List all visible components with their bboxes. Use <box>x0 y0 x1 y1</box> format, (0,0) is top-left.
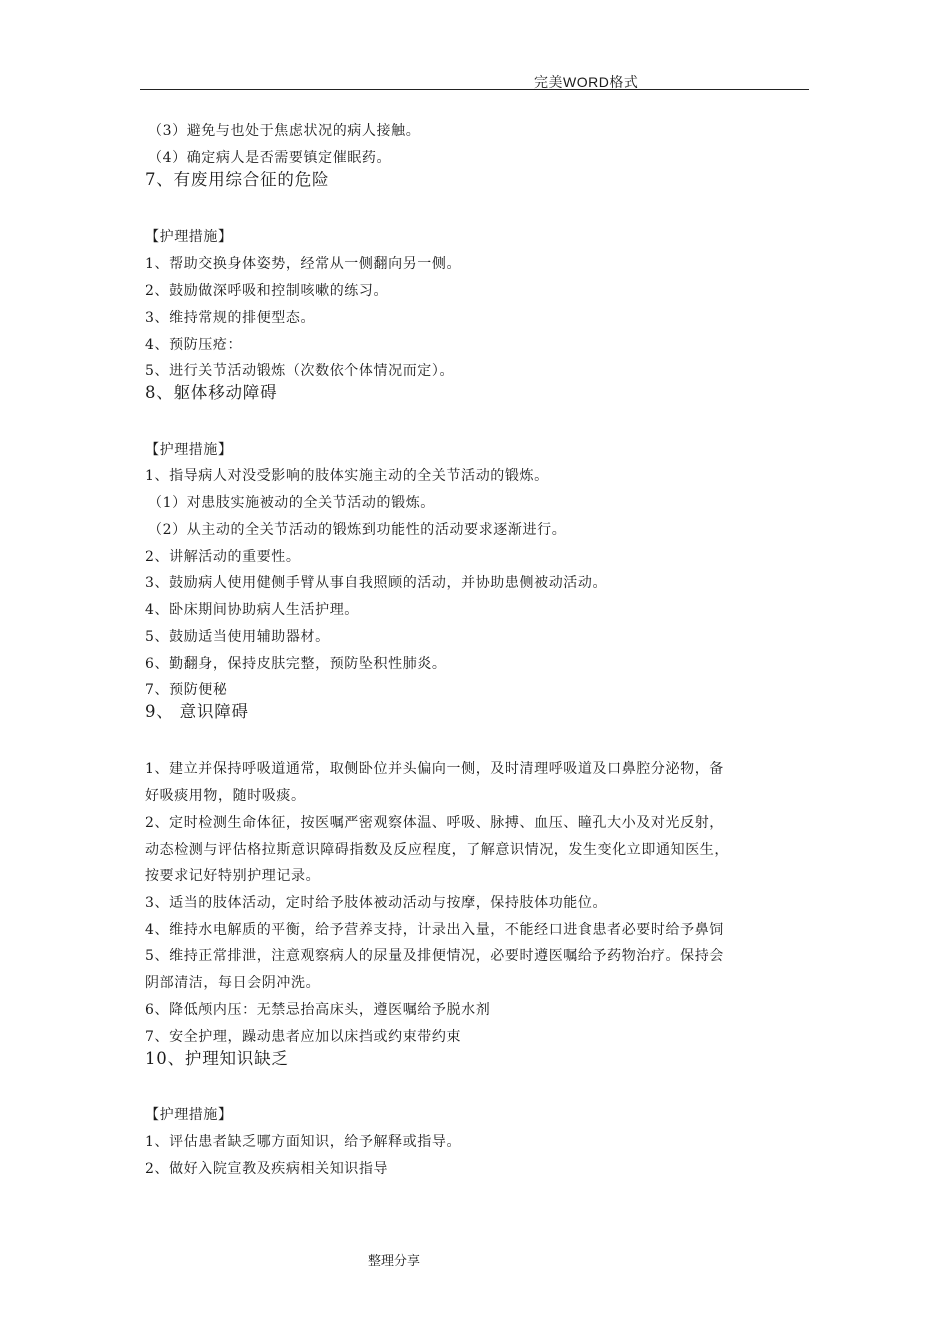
text-line: 6、降低颅内压：无禁忌抬高床头，遵医嘱给予脱水剂 <box>145 1002 491 1018</box>
section-heading: 9、 意识障碍 <box>145 702 249 721</box>
text-line: （1）对患肢实施被动的全关节活动的锻炼。 <box>148 495 435 511</box>
text-line: 1、评估患者缺乏哪方面知识，给予解释或指导。 <box>145 1134 462 1150</box>
text-line: 6、勤翻身，保持皮肤完整，预防坠积性肺炎。 <box>145 656 447 672</box>
section-heading: 7、有废用综合征的危险 <box>145 170 330 189</box>
text-line: 按要求记好特别护理记录。 <box>145 868 321 884</box>
text-line: 3、鼓励病人使用健侧手臂从事自我照顾的活动，并协助患侧被动活动。 <box>145 575 608 591</box>
text-line: （3）避免与也处于焦虑状况的病人接触。 <box>148 123 421 139</box>
text-line: （4）确定病人是否需要镇定催眠药。 <box>148 150 392 166</box>
text-line: 1、帮助交换身体姿势，经常从一侧翻向另一侧。 <box>145 256 462 272</box>
text-line: 5、维持正常排泄，注意观察病人的尿量及排便情况，必要时遵医嘱给予药物治疗。保持会 <box>145 948 724 964</box>
text-line: 5、进行关节活动锻炼（次数依个体情况而定）。 <box>145 363 455 379</box>
text-line: 3、适当的肢体活动，定时给予肢体被动活动与按摩，保持肢体功能位。 <box>145 895 608 911</box>
text-line: （2）从主动的全关节活动的锻炼到功能性的活动要求逐渐进行。 <box>148 522 567 538</box>
text-line: 4、预防压疮： <box>145 337 243 353</box>
text-line: 阴部清洁，每日会阴冲洗。 <box>145 975 321 991</box>
text-line: 2、定时检测生命体征，按医嘱严密观察体温、呼吸、脉搏、血压、瞳孔大小及对光反射， <box>145 815 724 831</box>
text-line: 5、鼓励适当使用辅助器材。 <box>145 629 330 645</box>
text-line: 【护理措施】 <box>145 229 233 245</box>
text-line: 4、卧床期间协助病人生活护理。 <box>145 602 359 618</box>
text-line: 【护理措施】 <box>145 1107 233 1123</box>
text-line: 2、鼓励做深呼吸和控制咳嗽的练习。 <box>145 283 389 299</box>
text-line: 1、指导病人对没受影响的肢体实施主动的全关节活动的锻炼。 <box>145 468 549 484</box>
header-divider <box>140 89 809 90</box>
footer-text: 整理分享 <box>368 1253 421 1268</box>
section-heading: 8、躯体移动障碍 <box>145 383 278 402</box>
text-line: 2、做好入院宣教及疾病相关知识指导 <box>145 1161 389 1177</box>
text-line: 1、建立并保持呼吸道通常，取侧卧位并头偏向一侧，及时清理呼吸道及口鼻腔分泌物，备 <box>145 761 724 777</box>
text-line: 4、维持水电解质的平衡，给予营养支持，计录出入量，不能经口进食患者必要时给予鼻饲 <box>145 922 724 938</box>
header-text: 完美WORD格式 <box>534 74 639 90</box>
text-line: 【护理措施】 <box>145 442 233 458</box>
text-line: 7、预防便秘 <box>145 682 228 698</box>
text-line: 7、安全护理，躁动患者应加以床挡或约束带约束 <box>145 1029 462 1045</box>
section-heading: 10、护理知识缺乏 <box>145 1049 289 1068</box>
text-line: 2、讲解活动的重要性。 <box>145 549 301 565</box>
text-line: 3、维持常规的排便型态。 <box>145 310 316 326</box>
text-line: 动态检测与评估格拉斯意识障碍指数及反应程度，了解意识情况，发生变化立即通知医生， <box>145 842 729 858</box>
text-line: 好吸痰用物，随时吸痰。 <box>145 788 306 804</box>
